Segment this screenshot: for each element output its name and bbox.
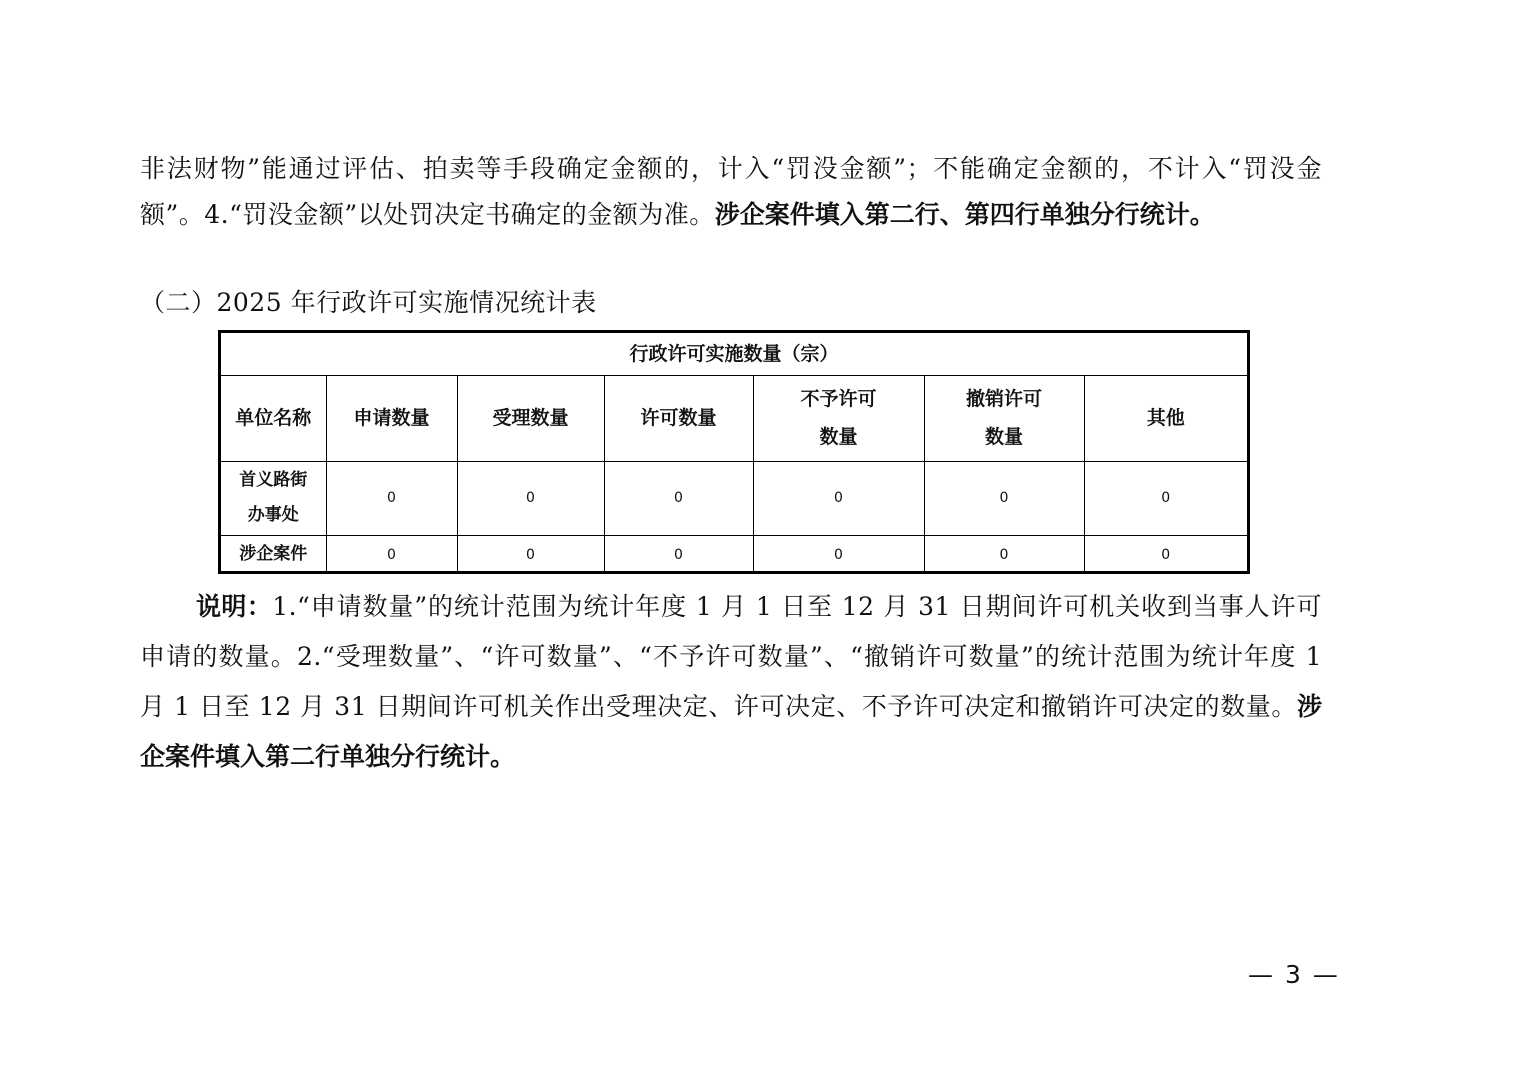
table-row-label: 涉企案件 bbox=[221, 535, 326, 574]
table-header-other: 其他 bbox=[1084, 375, 1247, 461]
intro-paragraph-text: 非法财物”能通过评估、拍卖等手段确定金额的，计入“罚没金额”；不能确定金额的，不计入“罚没金额”。4.“罚没金额”以处罚决定书确定的金额为准。 bbox=[140, 154, 1322, 229]
table-row bbox=[221, 535, 1247, 574]
table-cell: 0 bbox=[924, 461, 1084, 535]
table-cell: 0 bbox=[604, 461, 753, 535]
page-number: — 3 — bbox=[1248, 960, 1340, 989]
table-header-denied: 不予许可 数量 bbox=[753, 375, 924, 461]
table-cell: 0 bbox=[924, 535, 1084, 574]
table-cell: 0 bbox=[1084, 461, 1247, 535]
note-label: 说明： bbox=[196, 592, 273, 621]
table-cell: 0 bbox=[604, 535, 753, 574]
table-cell: 0 bbox=[457, 535, 604, 574]
table-group-header: 行政许可实施数量（宗） bbox=[221, 333, 1247, 375]
note-bold-text: 涉企案件填入第二行单独分行统计。 bbox=[140, 692, 1322, 771]
table-header-granted: 许可数量 bbox=[604, 375, 753, 461]
table-row-label: 首义路街 办事处 bbox=[221, 461, 326, 535]
table-cell: 0 bbox=[1084, 535, 1247, 574]
note-paragraph bbox=[140, 582, 1322, 782]
table-cell: 0 bbox=[753, 461, 924, 535]
statistics-table bbox=[218, 330, 1250, 574]
note-text: 1.“申请数量”的统计范围为统计年度 1 月 1 日至 12 月 31 日期间许可机关收到当事人许可申请的数量。2.“受理数量”、“许可数量”、“不予许可数量”、“撤销许可数量”的统计范围为统计年度 1 月 1 日至 12 月 31 日期间许可机关作出受理决定、许可决定、不予许可决定和撤销许可决定的数量。 bbox=[140, 592, 1322, 721]
section-heading: （二）2025 年行政许可实施情况统计表 bbox=[140, 288, 597, 317]
table-cell: 0 bbox=[457, 461, 604, 535]
intro-paragraph-bold-text: 涉企案件填入第二行、第四行单独分行统计。 bbox=[714, 200, 1215, 229]
table-header-unit: 单位名称 bbox=[221, 375, 326, 461]
table-header-revoked: 撤销许可 数量 bbox=[924, 375, 1084, 461]
intro-paragraph bbox=[140, 146, 1322, 238]
table-cell: 0 bbox=[753, 535, 924, 574]
table-header-applications: 申请数量 bbox=[326, 375, 457, 461]
table-cell: 0 bbox=[326, 535, 457, 574]
table-header-accepted: 受理数量 bbox=[457, 375, 604, 461]
table-cell: 0 bbox=[326, 461, 457, 535]
table-row bbox=[221, 461, 1247, 535]
